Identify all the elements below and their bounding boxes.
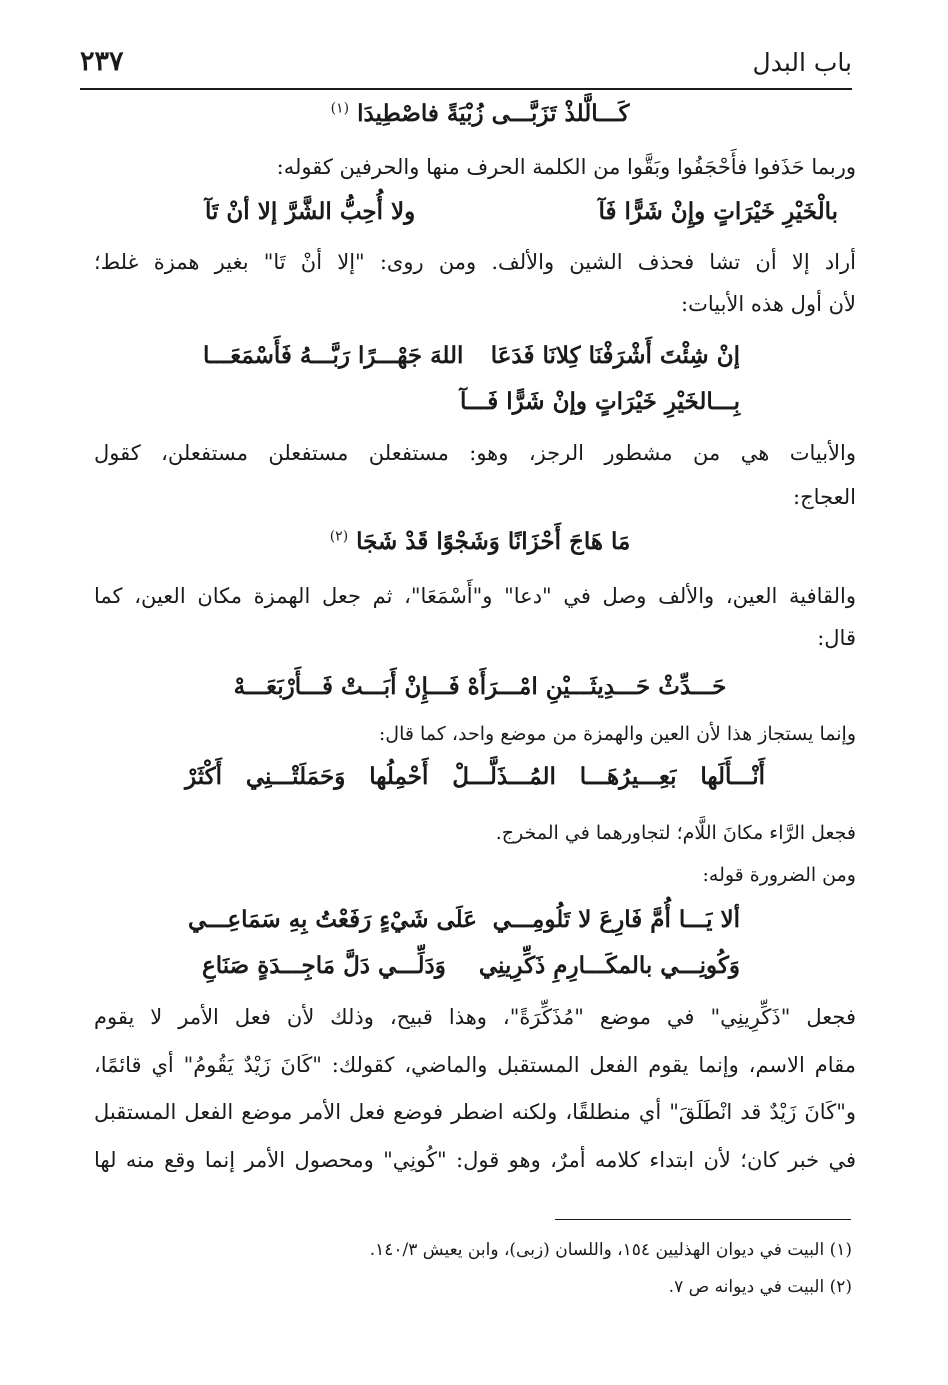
footnote: (٢) البيت في ديوانه ص ٧.: [668, 1277, 852, 1297]
paragraph-line: وإنما يستجاز هذا لأن العين والهمزة من موضع واحد، كما قال:: [378, 723, 856, 745]
footnote-ref: (٢): [329, 528, 349, 545]
page-number: ٢٣٧: [80, 46, 124, 77]
paragraph-line: فجعل "ذَكِّرِينِي" في موضع "مُذَكِّرَةً"، وهذا قبيح، وذلك لأن فعل الأمر لا يقوم: [94, 1005, 856, 1029]
paragraph-line: والأبيات هي من مشطور الرجز، وهو: مستفعلن مستفعلن مستفعلن، كقول: [94, 441, 856, 465]
paragraph-line: مقام الاسم، وإنما يقوم الفعل المستقبل والماضي، كقولك: "كَانَ زَيْدٌ يَقُومُ" أي قائمًا،: [94, 1053, 856, 1077]
verse-hemistich-first: بِـــالخَيْرِ خَيْرَاتٍ وإنْ شَرًّا فَـــآ: [460, 388, 740, 415]
paragraph-line: في خبر كان؛ لأن ابتداء كلامه أمرٌ، وهو قول: "كُونِي" ومحصول الأمر إنما وقع منه لها: [94, 1148, 856, 1172]
verse-line: [300, 528, 660, 556]
verse-hemistich-second: ولا أُحِبُّ الشَّرَّ إلا أنْ تَآ: [205, 198, 416, 225]
verse-text: مَا هَاجَ أَحْزَانًا وَشَجْوًا قَدْ شَجَا: [356, 528, 631, 555]
page-header: [80, 40, 852, 90]
running-title: باب البدل: [752, 48, 852, 77]
footnote-ref: (١): [330, 100, 350, 117]
verse-text: كَـــالَّلذْ تَزَبَّـــى زُبْيَةً فاصْطِيدَا: [357, 100, 630, 127]
verse-line: أَنْـــأَلَها بَعِـــيرُهَـــا المُـــذَلَّـــلْ أَحْمِلُها وَحَمَلَتْـــنِي أَكْثَرْ: [185, 763, 765, 790]
paragraph-line: لأن أول هذه الأبيات:: [681, 292, 856, 316]
verse-hemistich-first: بالْخَيْرِ خَيْرَاتٍ وإِنْ شَرًّا فَآ: [598, 198, 838, 225]
footnote-rule: [555, 1219, 851, 1220]
verse-hemistich-first: ألا يَـــا أُمَّ فَارِعَ لا تَلُومِـــي: [492, 906, 740, 933]
paragraph-line: العجاج:: [793, 485, 856, 509]
paragraph-line: والقافية العين، والألف وصل في "دعا" و"أَسْمَعَا"، ثم جعل الهمزة مكان العين، كما: [94, 584, 856, 608]
verse-hemistich-first: إنْ شِئْتَ أَشْرَفْنَا كِلانَا فَدَعَا: [490, 342, 740, 369]
paragraph-line: فجعل الرَّاء مكانَ اللَّام؛ لتجاورهما في المخرج.: [495, 822, 856, 844]
footnote: (١) البيت في ديوان الهذليين ١٥٤، واللسان (زبى)، وابن يعيش ١٤٠/٣.: [369, 1240, 852, 1260]
verse-line: حَـــدِّثْ حَـــدِيثَـــيْنِ امْـــرَأَهْ فَـــإِنْ أَبَـــتْ فَـــأَرْبَعَـــهْ: [233, 673, 727, 700]
paragraph-line: أراد إلا أن تشا فحذف الشين والألف. ومن روى: "إلا أنْ تَا" بغير همزة غلط؛: [94, 250, 856, 274]
paragraph-line: قال:: [817, 626, 856, 650]
paragraph-line: ومن الضرورة قوله:: [702, 864, 856, 886]
verse-line: [150, 100, 810, 128]
verse-hemistich-second: عَلَى شَيْءٍ رَفَعْتُ بِهِ سَمَاعِـــي: [188, 906, 477, 933]
verse-hemistich-first: وَكُونِـــي بالمكَـــارِمِ ذَكِّرِينِي: [478, 952, 740, 979]
verse-hemistich-second: وَدَلِّـــي دَلَّ مَاجِـــدَةٍ صَنَاعِ: [202, 952, 446, 979]
paragraph-line: و"كَانَ زَيْدٌ قد انْطَلَقَ" أي منطلقًا، ولكنه اضطر فوضع فعل الأمر موضع الفعل المستقبل: [94, 1100, 856, 1124]
paragraph-line: وربما حَذَفوا فأَحْجَفُوا وبَقَّوا من الكلمة الحرف منها والحرفين كقوله:: [276, 155, 856, 179]
verse-hemistich-second: اللهَ جَهْـــرًا رَبَّـــهُ فَأَسْمَعَـــا: [203, 342, 464, 369]
header-rule: [80, 88, 852, 90]
